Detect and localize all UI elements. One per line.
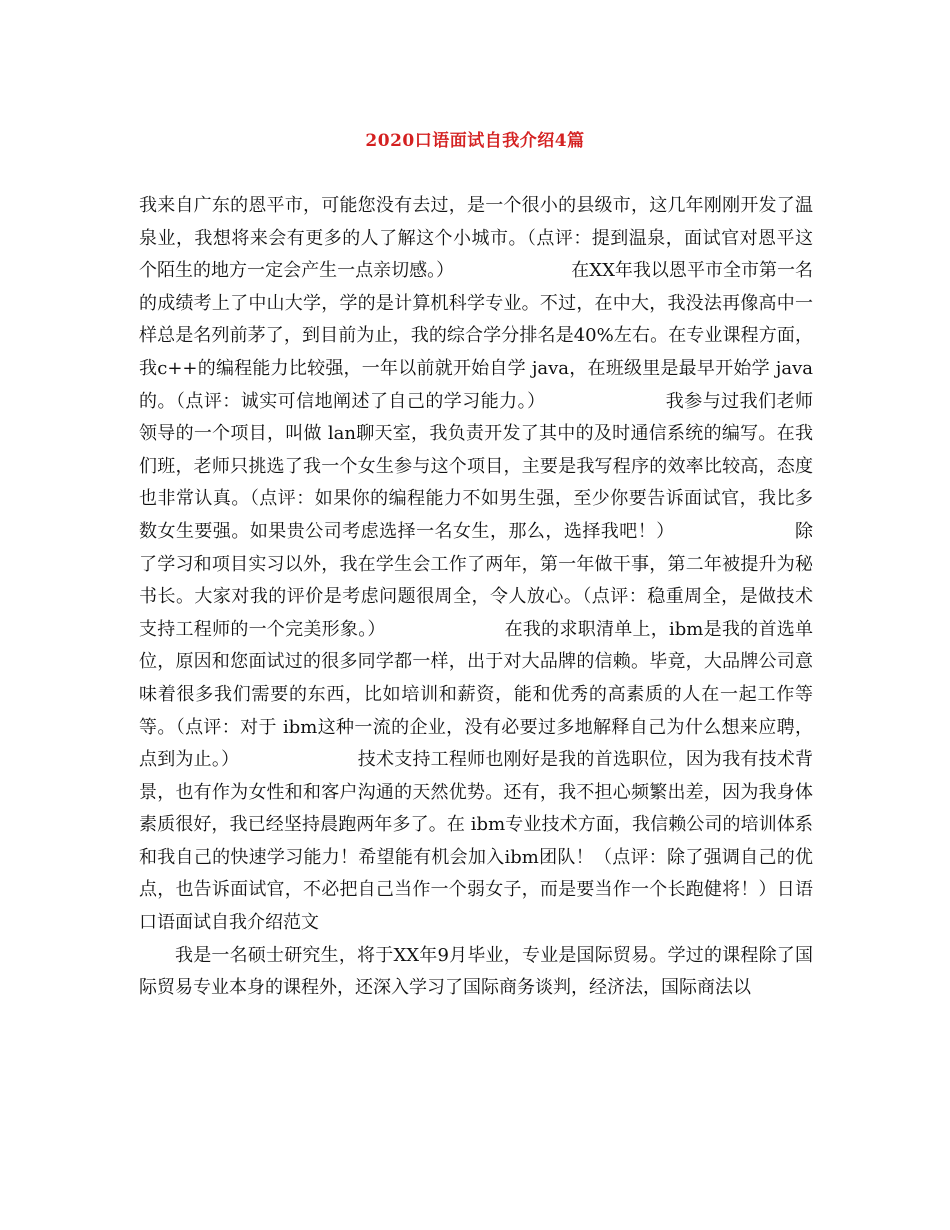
document-body [139,190,813,1005]
document-title: 2020口语面试自我介绍4篇 [365,131,585,151]
paragraph-2: 我是一名硕士研究生，将于XX年9月毕业，专业是国际贸易。学过的课程除了国际贸易专业本身的课程外，还深入学习了国际商务谈判，经济法，国际商法以 [139,944,813,999]
paragraph-1: 我来自广东的恩平市，可能您没有去过，是一个很小的县级市，这几年刚刚开发了温泉业，我想将来会有更多的人了解这个小城市。（点评：提到温泉，面试官对恩平这个陌生的地方一定会产生一点亲切感。） 在XX年我以恩平市全市第一名的成绩考上了中山大学，学的是计算机科学专业。不过，在中大，我没法再像高中一样总是名列前茅了，到目前为止，我的综合学分排名是40%左右。在专业课程方面，我c++的编程能力比较强，一年以前就开始自学 java，在班级里是最早开始学 java的。（点评：诚实可信地阐述了自己的学习能力。） 我参与过我们老师领导的一个项目，叫做 lan聊天室，我负责开发了其中的及时通信系统的编写。在我们班，老师只挑选了我一个女生参与这个项目，主要是我写程序的效率比较高，态度也非常认真。（点评：如果你的编程能力不如男生强，至少你要告诉面试官，我比多数女生要强。如果贵公司考虑选择一名女生，那么，选择我吧！） 除了学习和项目实习以外，我在学生会工作了两年，第一年做干事，第二年被提升为秘书长。大家对我的评价是考虑问题很周全，令人放心。（点评：稳重周全，是做技术支持工程师的一个完美形象。） 在我的求职清单上，ibm是我的首选单位，原因和您面试过的很多同学都一样，出于对大品牌的信赖。毕竟，大品牌公司意味着很多我们需要的东西，比如培训和薪资，能和优秀的高素质的人在一起工作等等。（点评：对于 ibm这种一流的企业，没有必要过多地解释自己为什么想来应聘，点到为止。） 技术支持工程师也刚好是我的首选职位，因为我有技术背景，也有作为女性和和客户沟通的天然优势。还有，我不担心频繁出差，因为我身体素质很好，我已经坚持晨跑两年多了。在 ibm专业技术方面，我信赖公司的培训体系和我自己的快速学习能力！希望能有机会加入ibm团队！（点评：除了强调自己的优点，也告诉面试官，不必把自己当作一个弱女子，而是要当作一个长跑健将！）日语口语面试自我介绍范文 [139,195,813,934]
